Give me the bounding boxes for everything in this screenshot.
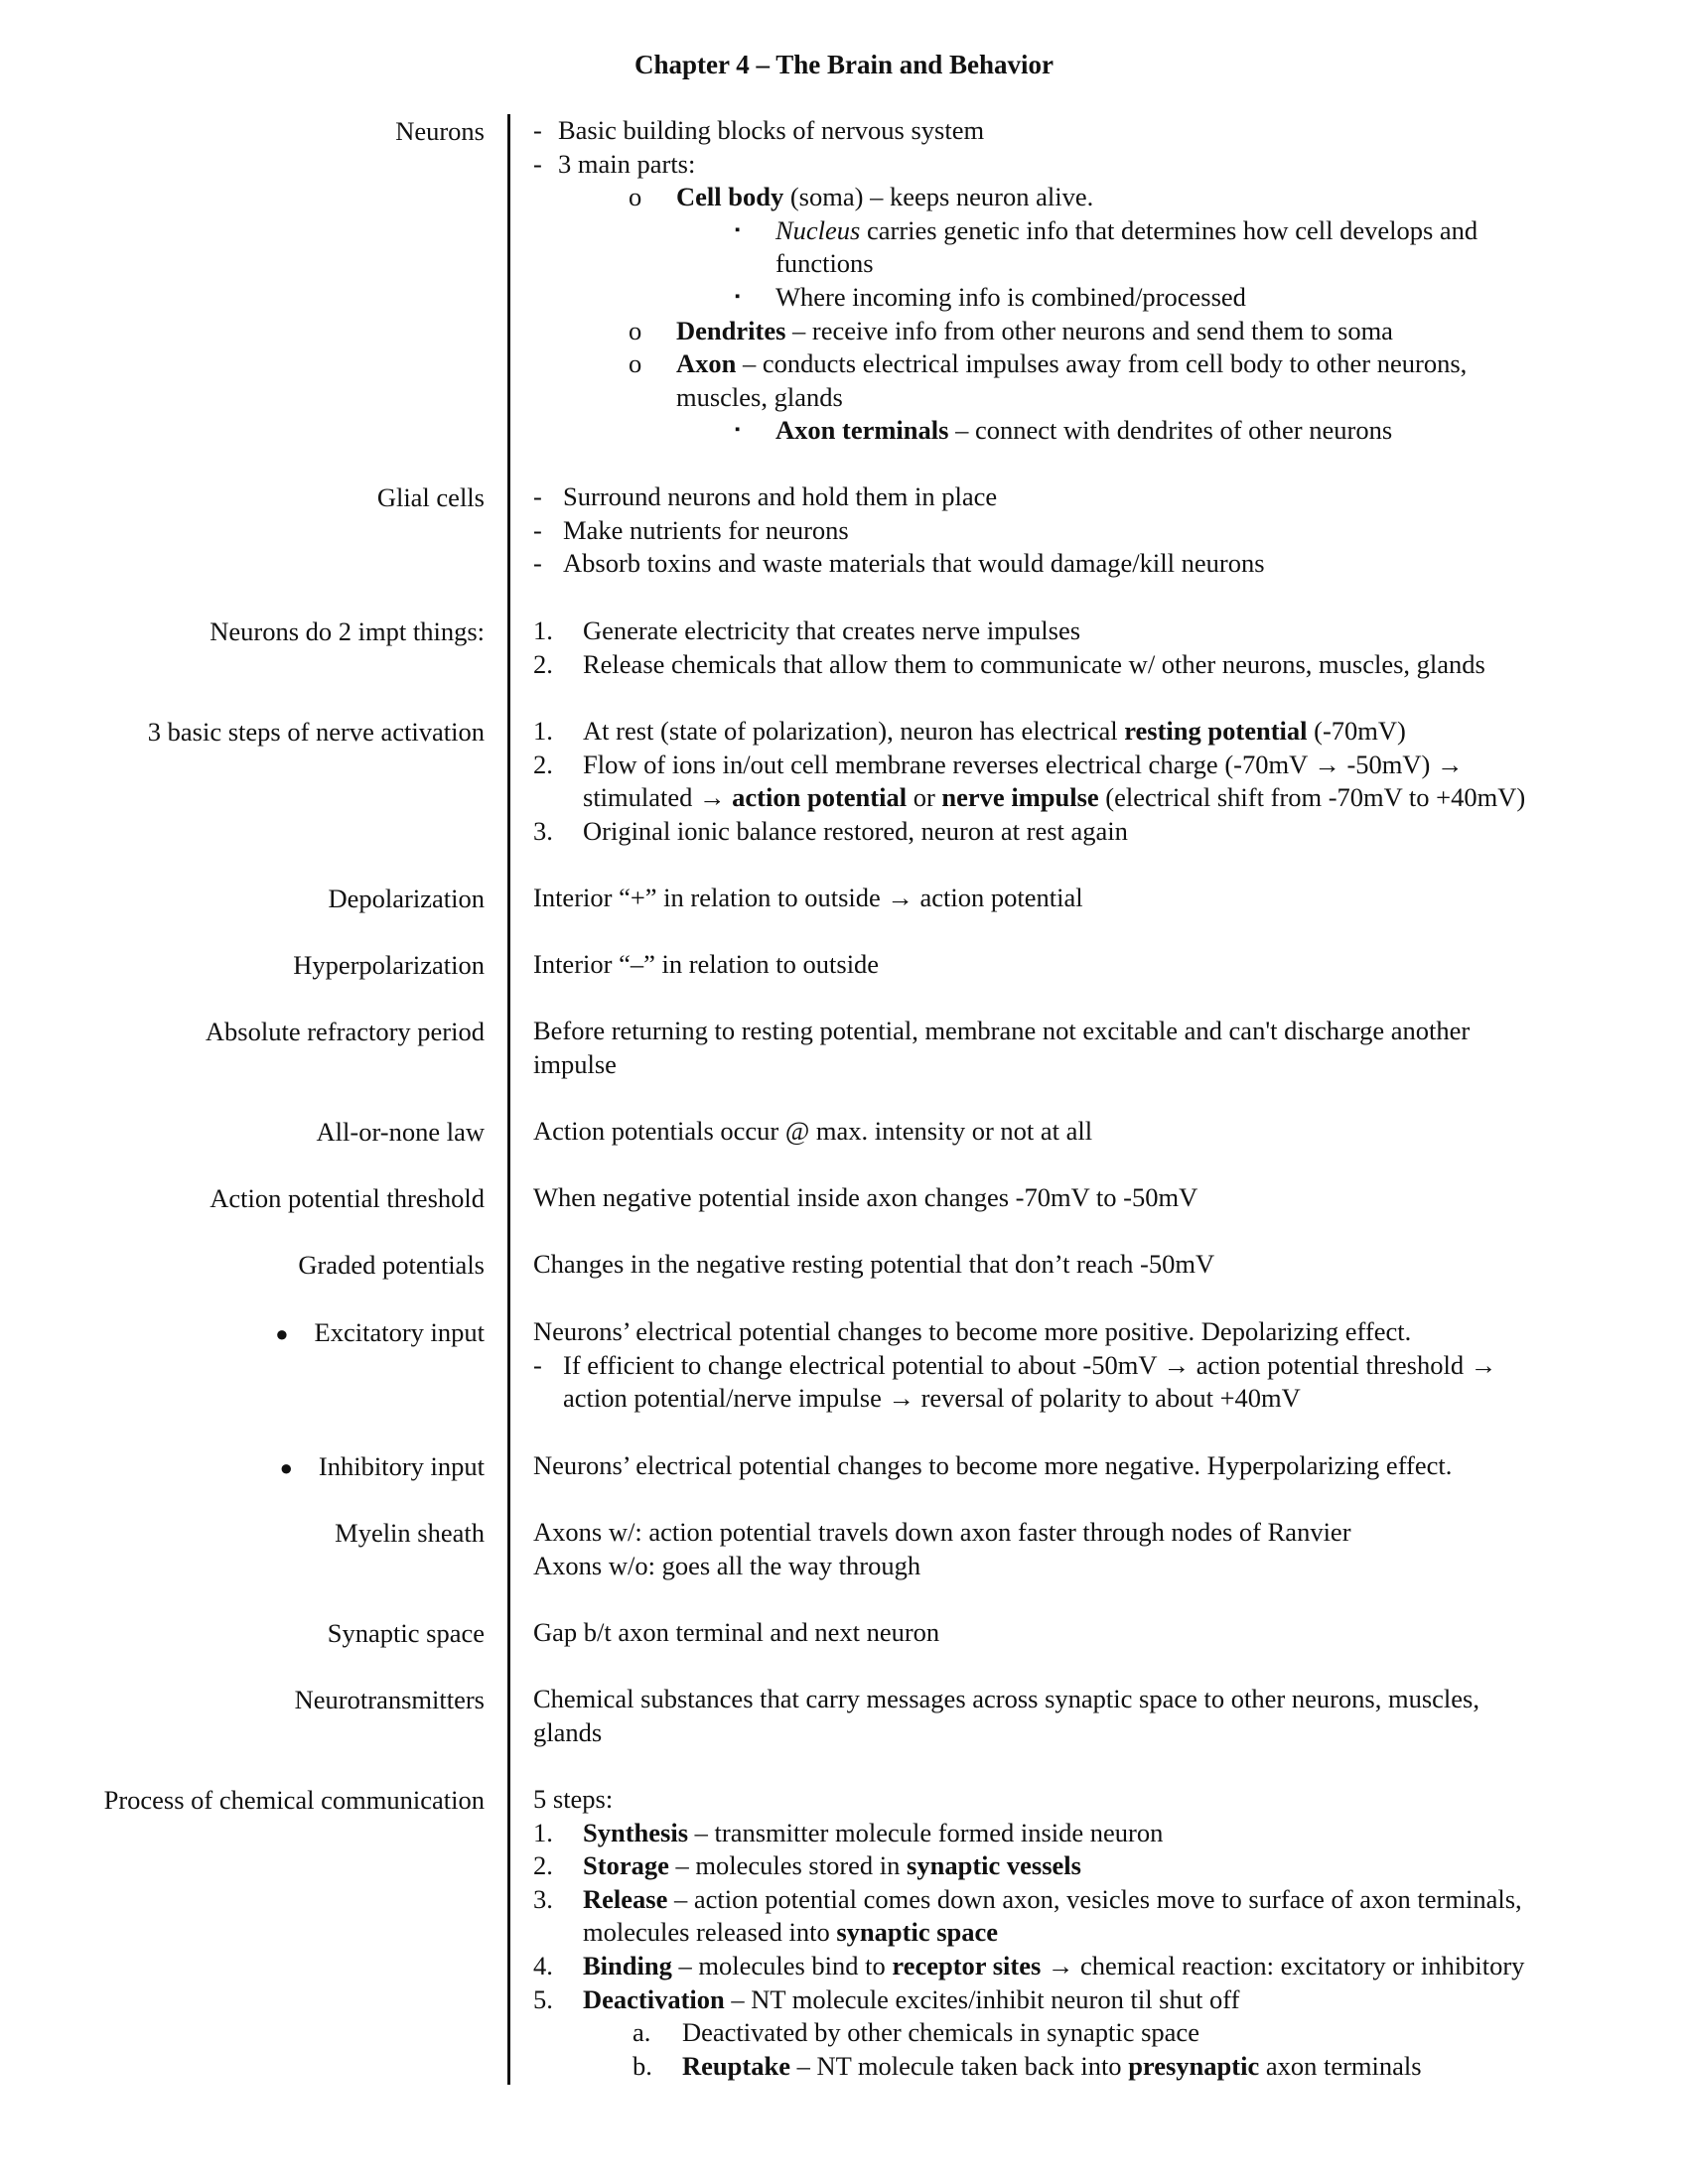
term-graded-potentials: Graded potentials xyxy=(298,1250,485,1280)
term-chemical-communication: Process of chemical communication xyxy=(103,1785,485,1815)
def-neurons: - Basic building blocks of nervous system - 3 main parts: o Cell body (soma) – keeps neuron alive. ▪ Nucleus carries genetic info that determines how cell develops and functions ▪ Where incoming info is combined/processed o Dendrites – receive info from other neurons and send them to soma o Axon – conducts electrical impulses away from cell body to other neurons, muscles, glands ▪ Axon terminals – connect with dendrites of other neurons xyxy=(533,114,1645,448)
list-marker: - xyxy=(533,514,542,545)
def-myelin-sheath: Axons w/: action potential travels down axon faster through nodes of Ranvier Axons w/o: goes all the way through xyxy=(533,1517,1351,1580)
bullet-marker: ● xyxy=(275,1321,289,1346)
square-marker: ▪ xyxy=(735,422,741,439)
def-synaptic-space: Gap b/t axon terminal and next neuron xyxy=(533,1617,940,1647)
term-inhibitory-input: ● Inhibitory input xyxy=(280,1449,485,1485)
list-marker: 1. xyxy=(533,716,553,746)
list-marker: 4. xyxy=(533,1950,553,1980)
list-marker: 2. xyxy=(533,648,553,679)
term-glial-cells: Glial cells xyxy=(376,482,485,512)
square-marker: ▪ xyxy=(735,221,741,238)
circle-marker: o xyxy=(629,348,642,379)
def-inhibitory-input: Neurons’ electrical potential changes to become more negative. Hyperpolarizing effect. xyxy=(533,1450,1453,1480)
term-neurons-do-2-things: Neurons do 2 impt things: xyxy=(210,616,485,646)
term-hyperpolarization: Hyperpolarization xyxy=(293,950,485,980)
term-excitatory-input: ● Excitatory input xyxy=(275,1315,485,1351)
list-marker: 2. xyxy=(533,1850,553,1881)
def-action-potential-threshold: When negative potential inside axon changes -70mV to -50mV xyxy=(533,1182,1198,1212)
term-action-potential-threshold: Action potential threshold xyxy=(210,1183,485,1213)
list-marker: 3. xyxy=(533,815,553,846)
list-marker: b. xyxy=(633,2050,652,2081)
list-marker: 2. xyxy=(533,749,553,779)
list-marker: - xyxy=(533,481,542,511)
list-marker: 3. xyxy=(533,1883,553,1914)
square-marker: ▪ xyxy=(735,288,741,305)
bullet-marker: ● xyxy=(279,1455,293,1480)
term-all-or-none-law: All-or-none law xyxy=(316,1117,485,1147)
term-myelin-sheath: Myelin sheath xyxy=(335,1518,485,1548)
term-nerve-activation: 3 basic steps of nerve activation xyxy=(147,717,485,747)
def-graded-potentials: Changes in the negative resting potential that don’t reach -50mV xyxy=(533,1249,1215,1279)
def-hyperpolarization: Interior “–” in relation to outside xyxy=(533,949,880,979)
dash-marker: - xyxy=(533,115,542,145)
def-neurotransmitters: Chemical substances that carry messages across synaptic space to other neurons, muscles, glands xyxy=(533,1684,1479,1747)
term-refractory-period: Absolute refractory period xyxy=(205,1017,485,1046)
list-marker: - xyxy=(533,548,542,579)
def-all-or-none-law: Action potentials occur @ max. intensity or not at all xyxy=(533,1116,1093,1146)
def-nerve-activation: 1. At rest (state of polarization), neuron has electrical resting potential (-70mV) 2. Flow of ions in/out cell membrane reverses electrical charge (-70mV → -50mV) → stimulated → action potential or nerve impulse (electrical shift from -70mV to +40mV) 3. Original ionic balance restored, neuron at rest again xyxy=(533,715,1645,848)
list-marker: 5. xyxy=(533,1983,553,2014)
list-marker: - xyxy=(533,1349,542,1380)
dash-marker: - xyxy=(533,148,542,179)
circle-marker: o xyxy=(629,315,642,345)
def-refractory-period: Before returning to resting potential, membrane not excitable and can't discharge another impulse xyxy=(533,1016,1471,1079)
term-neurons: Neurons xyxy=(395,116,485,146)
term-neurotransmitters: Neurotransmitters xyxy=(294,1685,485,1714)
circle-marker: o xyxy=(629,182,642,212)
list-marker: a. xyxy=(633,2017,651,2048)
list-marker: 1. xyxy=(533,1817,553,1847)
term-depolarization: Depolarization xyxy=(328,884,485,913)
page-title: Chapter 4 – The Brain and Behavior xyxy=(633,50,1055,79)
def-chemical-communication: 5 steps: 1. Synthesis – transmitter molecule formed inside neuron 2. Storage – molecules stored in synaptic vessels 3. Release – action potential comes down axon, vesicles move to surface of axon terminals, molecules released into synaptic space 4. Binding – molecules bind to receptor sites → chemical reaction: excitatory or inhibitory 5. Deactivation – NT molecule excites/inhibit neuron til shut off a. Deactivated by other chemicals in synaptic space b. Reuptake – NT molecule taken back into presynaptic axon terminals xyxy=(533,1783,1645,2083)
def-neurons-do-2-things: 1. Generate electricity that creates nerve impulses 2. Release chemicals that allow them to communicate w/ other neurons, muscles, glands xyxy=(533,614,1645,681)
def-depolarization: Interior “+” in relation to outside → action potential xyxy=(533,883,1083,912)
list-marker: 1. xyxy=(533,615,553,645)
def-glial-cells: - Surround neurons and hold them in place - Make nutrients for neurons - Absorb toxins and waste materials that would damage/kill neurons xyxy=(533,480,1645,581)
def-excitatory-input: Neurons’ electrical potential changes to become more positive. Depolarizing effect. - If efficient to change electrical potential to about -50mV → action potential threshold → action potential/nerve impulse → reversal of polarity to about +40mV xyxy=(533,1316,1497,1414)
term-synaptic-space: Synaptic space xyxy=(327,1618,485,1648)
column-divider xyxy=(507,114,510,2085)
